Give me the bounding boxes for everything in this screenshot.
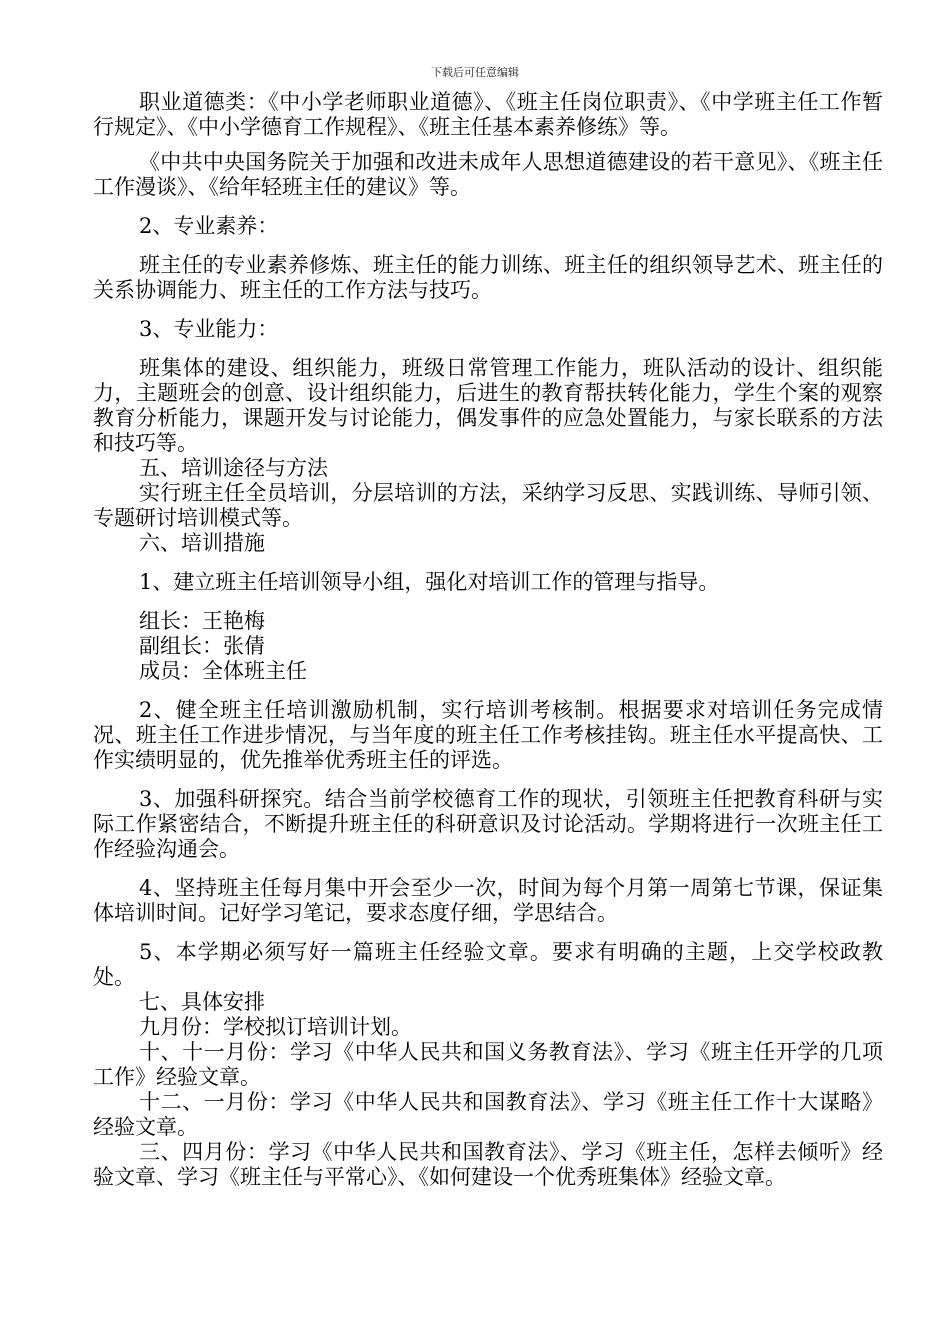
paragraph-measure-4: 4、坚持班主任每月集中开会至少一次，时间为每个月第一周第七节课，保证集体培训时间。记好学习笔记，要求态度仔细，学思结合。 bbox=[93, 876, 883, 925]
heading-training-measures: 六、培训措施 bbox=[139, 531, 265, 555]
paragraph-schedule-dec-jan: 十二、一月份：学习《中华人民共和国教育法》、学习《班主任工作十大谋略》经验文章。 bbox=[93, 1090, 883, 1139]
heading-professional-ability: 3、专业能力： bbox=[139, 317, 279, 341]
paragraph-moral-category: 职业道德类：《中小学老师职业道德》、《班主任岗位职责》、《中学班主任工作暂行规定》、《中小学德育工作规程》、《班主任基本素养修练》等。 bbox=[93, 90, 883, 139]
paragraph-measure-1: 1、建立班主任培训领导小组，强化对培训工作的管理与指导。 bbox=[139, 570, 720, 594]
heading-training-methods: 五、培训途径与方法 bbox=[139, 456, 328, 480]
paragraph-measure-3: 3、加强科研探究。结合当前学校德育工作的现状，引领班主任把教育科研与实际工作紧密结合，不断提升班主任的科研意识及讨论活动。学期将进行一次班主任工作经验沟通会。 bbox=[93, 787, 883, 861]
heading-professional-literacy: 2、专业素养： bbox=[139, 214, 279, 238]
paragraph-schedule-september: 九月份：学校拟订培训计划。 bbox=[139, 1015, 412, 1039]
paragraph-deputy-leader: 副组长：张倩 bbox=[139, 634, 265, 658]
page-header: 下载后可任意编辑 bbox=[431, 66, 519, 79]
paragraph-measure-5: 5、本学期必须写好一篇班主任经验文章。要求有明确的主题，上交学校政教处。 bbox=[93, 940, 883, 989]
paragraph-schedule-oct-nov: 十、十一月份：学习《中华人民共和国义务教育法》、学习《班主任开学的几项工作》经验文章。 bbox=[93, 1040, 883, 1089]
paragraph-professional-ability: 班集体的建设、组织能力，班级日常管理工作能力，班队活动的设计、组织能力，主题班会的创意、设计组织能力，后进生的教育帮扶转化能力，学生个案的观察教育分析能力，课题开发与讨论能力，偶发事件的应急处置能力，与家长联系的方法和技巧等。 bbox=[93, 356, 883, 455]
paragraph-reference-list: 《中共中央国务院关于加强和改进未成年人思想道德建设的若干意见》、《班主任工作漫谈》、《给年轻班主任的建议》等。 bbox=[93, 150, 883, 199]
paragraph-schedule-mar-apr: 三、四月份：学习《中华人民共和国教育法》、学习《班主任，怎样去倾听》经验文章、学习《班主任与平常心》、《如何建设一个优秀班集体》经验文章。 bbox=[93, 1140, 883, 1189]
heading-schedule: 七、具体安排 bbox=[139, 990, 265, 1014]
paragraph-professional-literacy: 班主任的专业素养修炼、班主任的能力训练、班主任的组织领导艺术、班主任的关系协调能力、班主任的工作方法与技巧。 bbox=[93, 253, 883, 302]
document-body bbox=[93, 90, 883, 1190]
paragraph-measure-2: 2、健全班主任培训激励机制，实行培训考核制。根据要求对培训任务完成情况、班主任工作进步情况，与当年度的班主任工作考核挂钩。班主任水平提高快、工作实绩明显的，优先推举优秀班主任的评选。 bbox=[93, 698, 883, 772]
paragraph-members: 成员：全体班主任 bbox=[139, 659, 307, 683]
paragraph-training-methods: 实行班主任全员培训，分层培训的方法，采纳学习反思、实践训练、导师引领、专题研讨培训模式等。 bbox=[93, 481, 883, 530]
paragraph-group-leader: 组长：王艳梅 bbox=[139, 609, 265, 633]
